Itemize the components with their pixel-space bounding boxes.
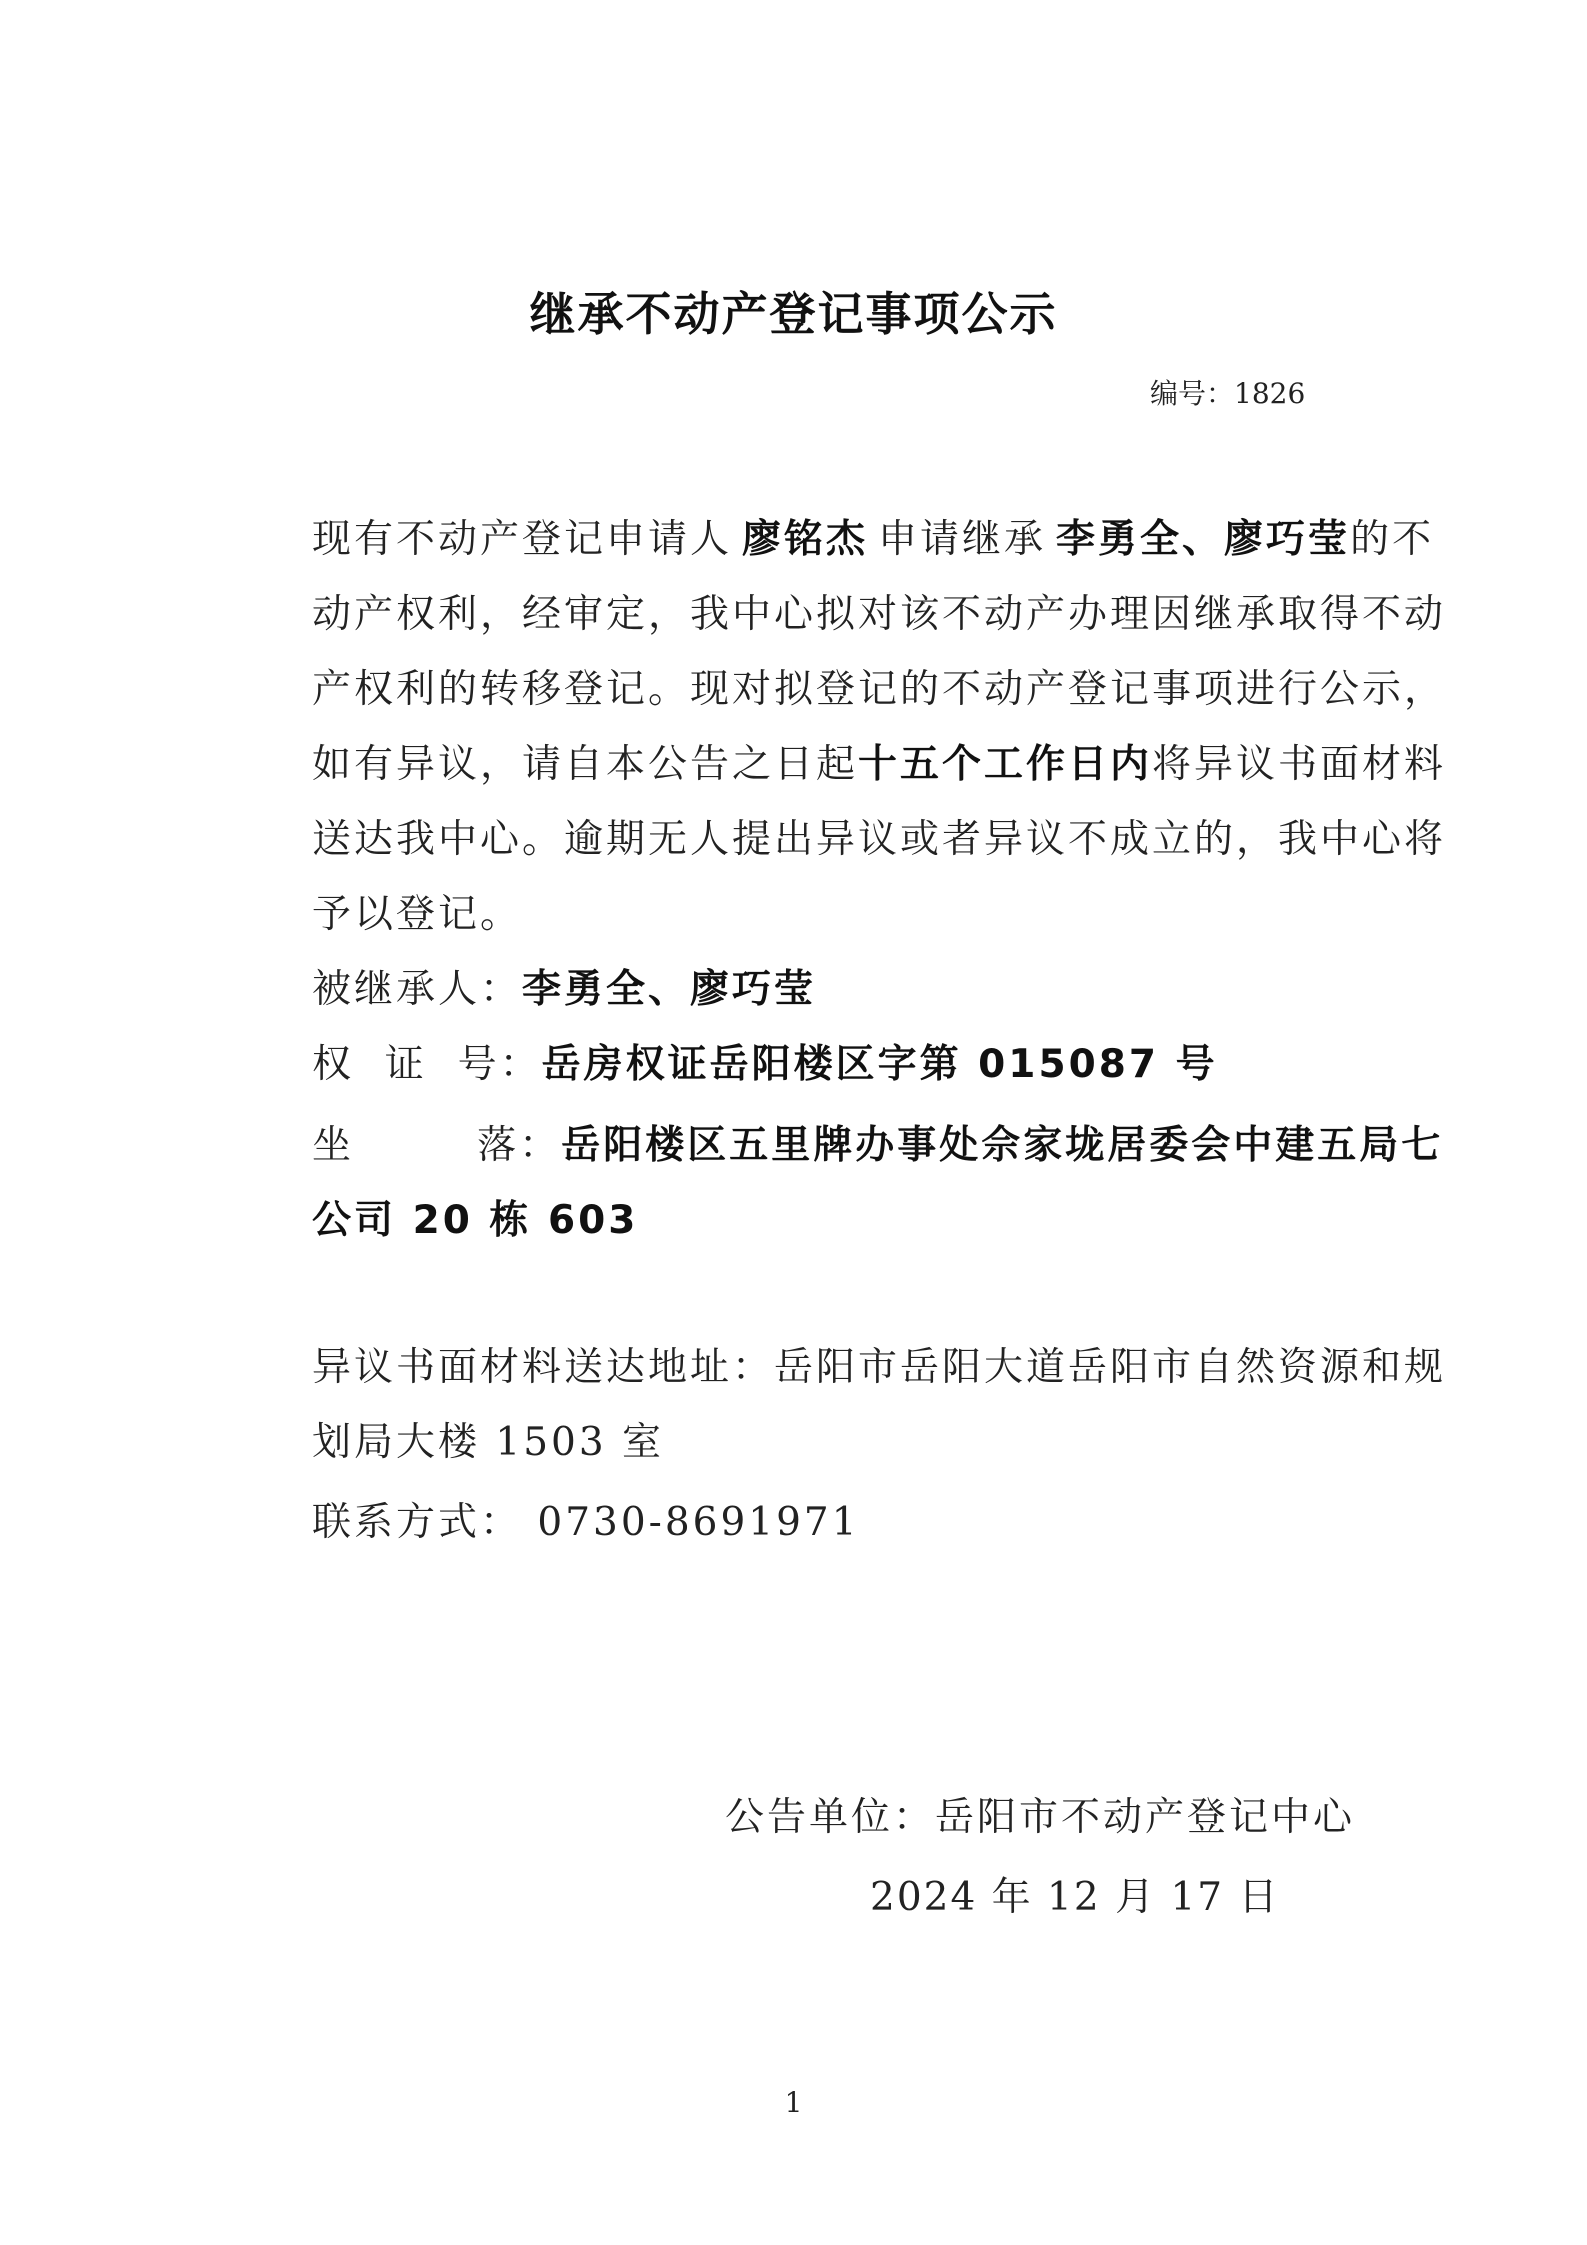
objection-address: 异议书面材料送达地址：岳阳市岳阳大道岳阳市自然资源和规划局大楼 1503 室 — [312, 1345, 1447, 1465]
decedent-value: 李勇全、廖巧莹 — [522, 967, 817, 1012]
paragraph-text-end: 将异议书面材料送达我中心。逾期无人提出异议或者异议不成立的，我中心将予以登记。 — [312, 742, 1447, 937]
main-paragraph — [228, 502, 1452, 952]
decedent-names: 李勇全、廖巧莹 — [1056, 517, 1351, 562]
deadline-text: 十五个工作日内 — [858, 742, 1153, 787]
location-value: 岳阳楼区五里牌办事处佘家垅居委会中建五局七公司 20 栋 603 — [312, 1123, 1444, 1243]
apply-inherit-text: 申请继承 — [878, 517, 1047, 562]
decedent-row — [228, 952, 1452, 1027]
contact-row: 联系方式： 0730-8691971 — [312, 1500, 860, 1545]
certificate-label: 权 证 号： — [312, 1042, 542, 1087]
issue-date: 2024 年 12 月 17 日 — [870, 1875, 1280, 1920]
location-row — [228, 1108, 1452, 1258]
paragraph-text: 的不动产权利，经审定，我中心拟对该不动产办理因继承取得不动产权利的转移登记。现对拟登记的不动产登记事项进行公示，如有异议，请自本公告之日起 — [312, 517, 1447, 787]
certificate-row — [228, 1027, 1452, 1102]
document-number: 编号：1826 — [1150, 377, 1306, 410]
certificate-value: 岳房权证岳阳楼区字第 015087 号 — [541, 1042, 1218, 1087]
applicant-name: 廖铭杰 — [742, 517, 869, 562]
intro-text: 现有不动产登记申请人 — [312, 517, 733, 562]
decedent-label: 被继承人： — [312, 967, 523, 1012]
page-number: 1 — [784, 2086, 803, 2119]
issuer: 公告单位：岳阳市不动产登记中心 — [725, 1795, 1356, 1840]
location-label: 坐 落： — [312, 1123, 562, 1168]
document-title: 继承不动产登记事项公示 — [529, 287, 1058, 341]
